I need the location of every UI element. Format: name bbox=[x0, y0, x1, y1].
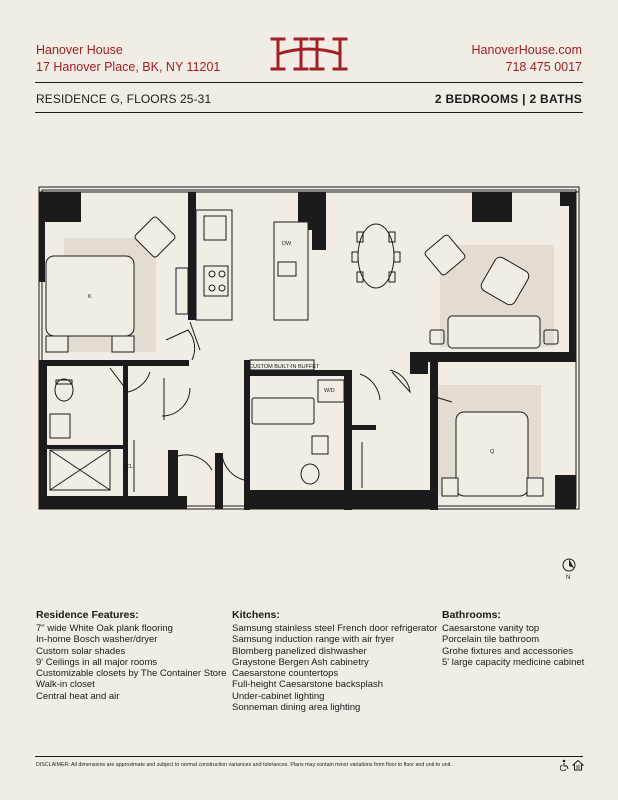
list-item: Caesarstone vanity top bbox=[442, 623, 540, 634]
list-item: Grohe fixtures and accessories bbox=[442, 645, 573, 657]
list-item: Central heat and air bbox=[36, 690, 120, 702]
list-item: 5' large capacity medicine cabinet bbox=[442, 656, 585, 668]
bed-q-label: Q bbox=[490, 449, 495, 455]
residence-title: RESIDENCE G, FLOORS 25-31 bbox=[36, 92, 212, 106]
list-item: 7" wide White Oak plank flooring bbox=[36, 623, 173, 634]
header-address-block bbox=[36, 42, 220, 76]
list-item: 9' Ceilings in all major rooms bbox=[36, 656, 158, 668]
compass-icon bbox=[560, 556, 578, 582]
residence-features-title: Residence Features: bbox=[36, 609, 139, 621]
list-item: Samsung induction range with air fryer bbox=[232, 634, 395, 646]
dishwasher-label: DW bbox=[282, 241, 292, 247]
list-item: Under-cabinet lighting bbox=[232, 690, 325, 702]
disclaimer-text: DISCLAIMER: All dimensions are approximate and subject to normal construction variances and tolerances. Plans may contain minor variations from floor to floor and unit to unit. bbox=[36, 762, 452, 768]
kitchens-title: Kitchens: bbox=[232, 609, 280, 621]
washer-dryer-label: W/D bbox=[324, 388, 335, 394]
list-item: Walk-in closet bbox=[36, 679, 95, 691]
bathroom-features bbox=[442, 609, 584, 668]
list-item: Sonneman dining area lighting bbox=[232, 702, 361, 714]
header-divider bbox=[35, 82, 583, 83]
website-link[interactable]: HanoverHouse.com bbox=[471, 43, 582, 57]
list-item: Samsung stainless steel French door refrigerator bbox=[232, 623, 438, 634]
closet-label: CL bbox=[126, 464, 134, 470]
floor-plan bbox=[0, 180, 618, 510]
list-item: Graystone Bergen Ash cabinetry bbox=[232, 656, 369, 668]
header-contact-block bbox=[472, 42, 582, 76]
kitchen-features bbox=[232, 609, 437, 713]
equal-housing-icon bbox=[572, 759, 584, 771]
compass-n-label: N bbox=[566, 575, 571, 581]
phone-number[interactable]: 718 475 0017 bbox=[505, 60, 582, 74]
beds-baths: 2 BEDROOMS | 2 BATHS bbox=[434, 92, 582, 106]
buffet-label: CUSTOM BUILT-IN BUFFET bbox=[249, 364, 320, 370]
list-item: Full-height Caesarstone backsplash bbox=[232, 679, 384, 691]
list-item: Customizable closets by The Container Store bbox=[36, 668, 227, 680]
building-name: Hanover House bbox=[36, 43, 123, 57]
list-item: Caesarstone countertops bbox=[232, 668, 339, 680]
bed-k-label: K bbox=[88, 294, 92, 300]
bathrooms-title: Bathrooms: bbox=[442, 609, 501, 621]
list-item: Custom solar shades bbox=[36, 645, 126, 657]
list-item: Porcelain tile bathroom bbox=[442, 634, 540, 646]
list-item: Blomberg panelized dishwasher bbox=[232, 645, 367, 657]
subheader-divider bbox=[35, 112, 583, 113]
residence-features bbox=[36, 609, 226, 702]
footer-divider bbox=[35, 756, 583, 757]
hanover-logo bbox=[268, 36, 350, 72]
building-address: 17 Hanover Place, BK, NY 11201 bbox=[36, 60, 221, 74]
list-item: In-home Bosch washer/dryer bbox=[36, 634, 158, 646]
